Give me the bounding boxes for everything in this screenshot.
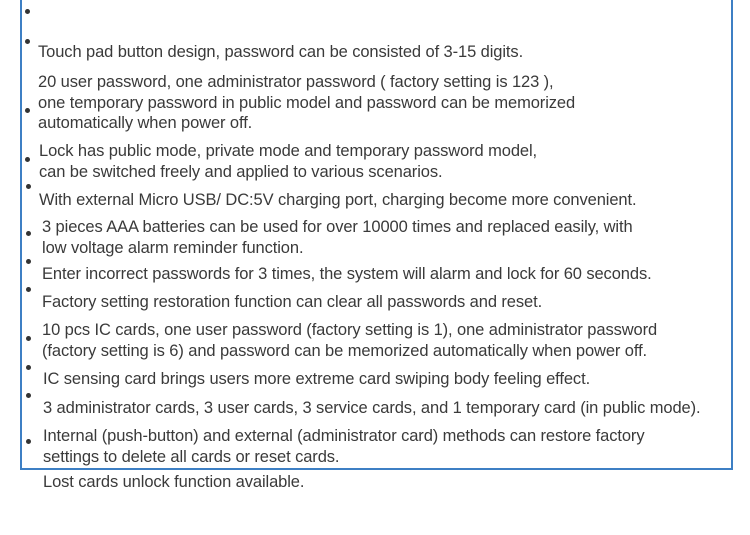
feature-text: With external Micro USB/ DC:5V charging port, charging become more convenient. (39, 191, 637, 209)
bullet-icon (26, 336, 31, 341)
feature-text: Factory setting restoration function can clear all passwords and reset. (42, 293, 543, 311)
feature-text: IC sensing card brings users more extreme card swiping body feeling effect. (43, 370, 591, 388)
feature-text: Lost cards unlock function available. (43, 473, 305, 491)
bullet-icon (26, 393, 31, 398)
feature-text: Internal (push-button) and external (administrator card) methods can restore factory settings to delete all cards or reset cards. (43, 427, 645, 466)
bullet-icon (26, 231, 31, 236)
bullet-icon (26, 259, 31, 264)
feature-item (43, 431, 304, 493)
feature-text: 20 user password, one administrator password ( factory setting is 123 ), one temporary password in public model and password can be memorized automatically when power off. (38, 73, 576, 132)
bullet-icon (26, 439, 31, 444)
feature-text: Touch pad button design, password can be consisted of 3-15 digits. (38, 43, 524, 61)
feature-text: Enter incorrect passwords for 3 times, the system will alarm and lock for 60 seconds. (42, 265, 652, 283)
feature-text: 3 pieces AAA batteries can be used for over 10000 times and replaced easily, with low voltage alarm reminder function. (42, 218, 633, 257)
bullet-icon (25, 9, 30, 14)
bullet-icon (25, 108, 30, 113)
bullet-icon (26, 184, 31, 189)
feature-text: Lock has public mode, private mode and temporary password model, can be switched freely and applied to various scenarios. (39, 142, 538, 181)
bullet-icon (26, 287, 31, 292)
bullet-icon (25, 39, 30, 44)
feature-text: 10 pcs IC cards, one user password (factory setting is 1), one administrator password (factory setting is 6) and password can be memorized automatically when power off. (42, 321, 658, 360)
feature-text: 3 administrator cards, 3 user cards, 3 service cards, and 1 temporary card (in public mode). (43, 399, 701, 417)
bullet-icon (26, 365, 31, 370)
bullet-icon (25, 157, 30, 162)
